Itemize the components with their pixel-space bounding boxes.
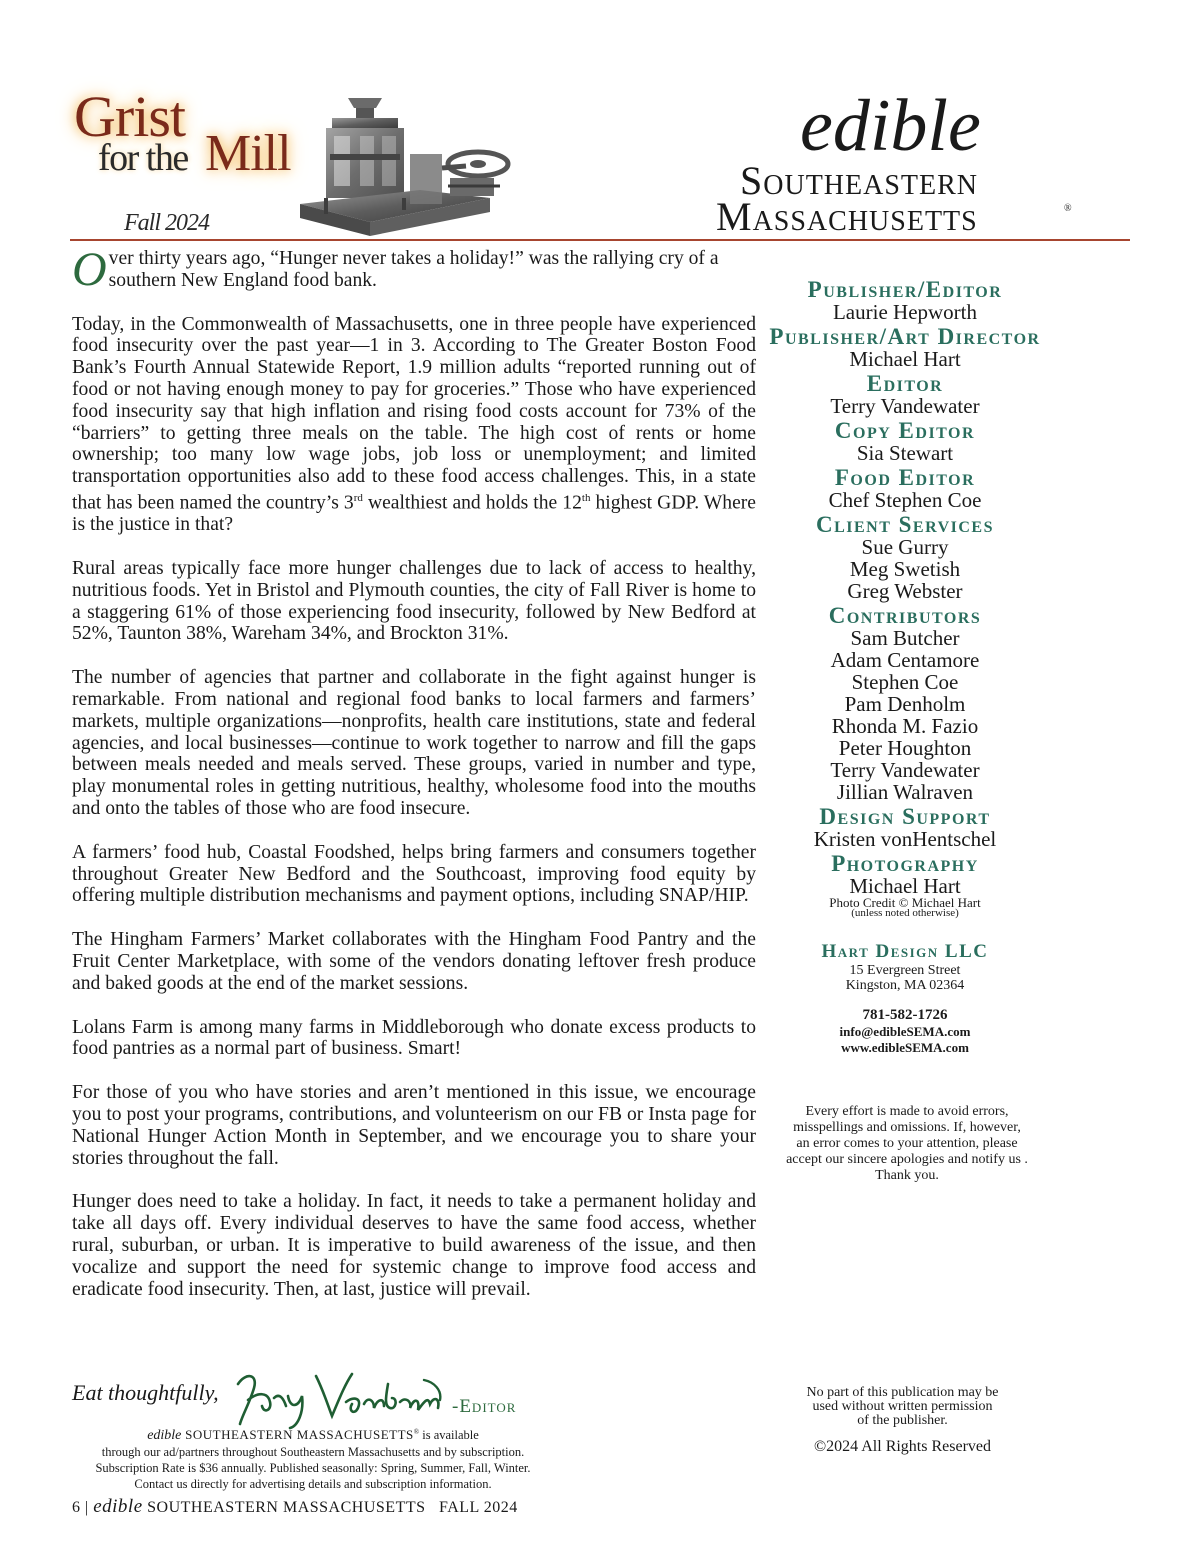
name-contributor: Peter Houghton <box>838 736 972 760</box>
registered-mark: ® <box>1064 203 1072 214</box>
signoff-closing: Eat thoughtfully, <box>72 1380 219 1405</box>
role-design-support: Design Support <box>819 804 991 829</box>
column-title-grist: Grist <box>74 84 185 149</box>
name-food-editor: Chef Stephen Coe <box>828 488 982 512</box>
column-title-for-the: for the <box>98 137 188 179</box>
photo-credit: Photo Credit © Michael Hart <box>829 895 981 910</box>
staff-masthead <box>750 276 1060 1056</box>
name-contributor: Adam Centamore <box>830 648 980 672</box>
name-client-services: Sue Gurry <box>861 535 949 559</box>
name-contributor: Jillian Walraven <box>836 780 974 804</box>
name-photography: Michael Hart <box>849 874 961 898</box>
paragraph-5: A farmers’ food hub, Coastal Foodshed, helps bring farmers and consumers together throughout Greater New Bedford and the Southcoast, improving food equity by offering multiple distribution mechanisms and payment options, including SNAP/HIP. <box>72 841 756 907</box>
name-publisher-editor: Laurie Hepworth <box>832 300 978 324</box>
name-contributor: Sam Butcher <box>850 626 960 650</box>
paragraph-6: The Hingham Farmers’ Market collaborates with the Hingham Food Pantry and the Fruit Center Marketplace, with some of the vendors donating leftover fresh produce and baked goods at the end of the market sessions. <box>72 929 756 994</box>
availability-line-4: Contact us directly for advertising details and subscription information. <box>134 1477 492 1492</box>
column-title-mill: Mill <box>205 125 291 182</box>
folio-separator: | <box>85 1499 89 1516</box>
company-phone: 781-582-1726 <box>862 1007 948 1023</box>
paragraph-3: Rural areas typically face more hunger challenges due to lack of access to healthy, nutritious foods. Yet in Bristol and Plymouth counties, the city of Fall River is home to a staggering 61% of those experiencing food insecurity, followed by New Bedford at 52%, Taunton 38%, Wareham 34%, and Brockton 31%. <box>72 558 756 645</box>
paragraph-9: Hunger does need to take a holiday. In fact, it needs to take a permanent holiday and take all days off. Every individual deserves to have the same food access, whether rural, suburban, or urban. It is imperative to build awareness of the issue, and then vocalize and support the need for systemic change to improve food access and eradicate food insecurity. Then, at last, justice will prevail. <box>72 1191 756 1300</box>
company-address-line-2: Kingston, MA 02364 <box>845 978 965 993</box>
name-client-services: Meg Swetish <box>849 557 961 581</box>
availability-note <box>62 1424 564 1492</box>
role-copy-editor: Copy Editor <box>834 418 976 443</box>
folio-brand: SOUTHEASTERN MASSACHUSETTS <box>147 1499 426 1516</box>
editor-signature <box>228 1362 448 1432</box>
availability-line-3: Subscription Rate is $36 annually. Published seasonally: Spring, Summer, Fall, Winter. <box>95 1461 531 1476</box>
photo-credit-note: (unless noted otherwise) <box>851 907 959 919</box>
paragraph-1: Over thirty years ago, “Hunger never takes a holiday!” was the rallying cry of a southern New England food bank. <box>72 243 719 296</box>
company-website: www.edibleSEMA.com <box>841 1040 969 1055</box>
masthead-logo-massachusetts: Massachusetts <box>716 194 978 239</box>
header-divider <box>70 239 1130 241</box>
name-art-director: Michael Hart <box>849 347 961 371</box>
paragraph-2: Today, in the Commonwealth of Massachusetts, one in three people have experienced food insecurity over the past year—1 in 3. According to The Greater Boston Food Bank’s Fourth Annual Statewide Report, 1.9 million adults “reported running out of food or not having enough money to pay for groceries.” Those who have experienced food insecurity say that high inflation and rising food costs account for 73% of the “barriers” to getting three meals on the table. The high cost of rents or home ownership; too many low wage jobs, job loss or unemployment; and limited transportation opportunities also add to these food access challenges. This, in a state that has been named the country’s 3rd wealthiest and holds the 12th highest GDP. Where is the justice in that? <box>72 313 756 536</box>
company-name: Hart Design LLC <box>821 941 989 962</box>
role-client-services: Client Services <box>815 512 995 537</box>
company-email: info@edibleSEMA.com <box>839 1024 971 1039</box>
signoff-role: -Editor <box>452 1396 517 1417</box>
paragraph-7: Lolans Farm is among many farms in Middleborough who donate excess products to food pantries as a normal part of business. Smart! <box>72 1016 756 1060</box>
name-editor: Terry Vandewater <box>830 394 980 418</box>
role-photography: Photography <box>831 851 979 876</box>
masthead-logo-southeastern: Southeastern <box>740 158 979 203</box>
role-contributors: Contributors <box>828 603 982 628</box>
errors-disclaimer: Every effort is made to avoid errors, misspellings and omissions. If, however, an error comes to your attention, please accept our sincere apologies and notify us . Thank you. <box>786 1104 1028 1183</box>
paragraph-4: The number of agencies that partner and collaborate in the fight against hunger is remarkable. From national and regional food banks to local farmers and farmers’ markets, multiple organizations—nonprofits, health care institutions, state and federal agencies, and local businesses—continue to work together to narrow and fill the gaps between meals needed and meals served. These groups, varied in number and type, play monumental roles in getting nutritious, healthy, wholesome food into the mouths and onto the tables of those who are food insecure. <box>72 667 756 820</box>
folio-brand-edible: edible <box>93 1496 143 1517</box>
role-art-director: Publisher/Art Director <box>769 324 1041 349</box>
grist-mill-illustration <box>290 94 530 244</box>
paragraph-8: For those of you who have stories and aren’t mentioned in this issue, we encourage you to post your programs, contributions, and volunteerism on our FB or Insta page for National Hunger Action Month in September, and we encourage you to share your stories throughout the fall. <box>72 1082 756 1169</box>
role-food-editor: Food Editor <box>834 465 976 490</box>
name-design-support: Kristen vonHentschel <box>813 827 997 851</box>
copyright-notice: ©2024 All Rights Reserved <box>813 1438 992 1455</box>
company-address-line-1: 15 Evergreen Street <box>849 963 961 978</box>
name-contributor: Rhonda M. Fazio <box>831 714 979 738</box>
role-editor: Editor <box>866 371 944 396</box>
availability-line-1: edible SOUTHEASTERN MASSACHUSETTS® is available <box>147 1427 479 1444</box>
name-client-services: Greg Webster <box>847 579 963 603</box>
drop-cap: O <box>72 243 107 296</box>
page-folio <box>72 1496 518 1518</box>
folio-issue: FALL 2024 <box>439 1499 518 1516</box>
role-publisher-editor: Publisher/Editor <box>807 277 1003 302</box>
name-contributor: Stephen Coe <box>851 670 959 694</box>
reproduction-notice: No part of this publication may be used without written permission of the publisher. <box>806 1385 999 1428</box>
availability-line-2: through our ad/partners throughout Southeastern Massachusetts and by subscription. <box>101 1445 525 1460</box>
page-number: 6 <box>72 1499 81 1516</box>
editor-letter <box>72 243 756 1322</box>
name-copy-editor: Sia Stewart <box>856 441 954 465</box>
name-contributor: Pam Denholm <box>844 692 966 716</box>
name-contributor: Terry Vandewater <box>830 758 980 782</box>
masthead-logo-edible: edible <box>800 85 981 167</box>
issue-label: Fall 2024 <box>124 210 209 236</box>
